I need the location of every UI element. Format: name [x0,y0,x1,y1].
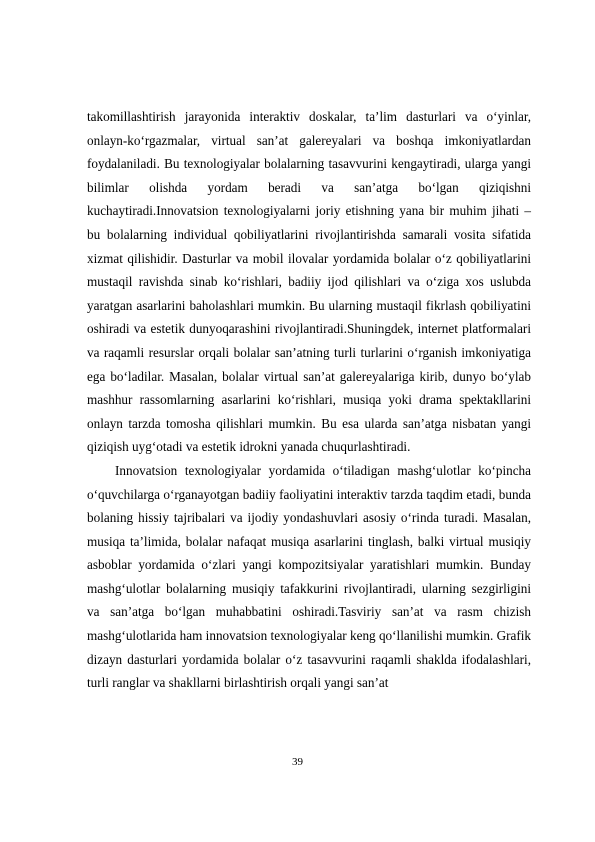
body-text [87,105,531,695]
paragraph-innovative-technologies: Innovatsion texnologiyalar yordamida o‘tiladigan mashg‘ulotlar ko‘pincha o‘quvchilarga o‘rganayotgan badiiy faoliyatini interaktiv tarzda taqdim etadi, bunda bolaning hissiy tajribalari va ijodiy yondashuvlari asosiy o‘rinda turadi. Masalan, musiqa ta’limida, bolalar nafaqat musiqa asarlarini tinglash, balki virtual musiqiy asboblar yordamida o‘zlari yangi kompozitsiyalar yaratishlari mumkin. Bunday mashg‘ulotlar bolalarning musiqiy tafakkurini rivojlantiradi, ularning sezgirligini va san’atga bo‘lgan muhabbatini oshiradi.Tasviriy san’at va rasm chizish mashg‘ulotlarida ham innovatsion texnologiyalar keng qo‘llanilishi mumkin. Grafik dizayn dasturlari yordamida bolalar o‘z tasavvurini raqamli shaklda ifodalashlari, turli ranglar va shakllarni birlashtirish orqali yangi san’at [87,462,531,691]
page-number: 39 [292,756,303,768]
paragraph-continuation: takomillashtirish jarayonida interaktiv doskalar, ta’lim dasturlari va o‘yinlar, onlayn-ko‘rgazmalar, virtual san’at galereyalari va boshqa imkoniyatlardan foydalaniladi. Bu texnologiyalar bolalarning tasavvurini kengaytiradi, ularga yangi bilimlar olishda yordam beradi va san’atga bo‘lgan qiziqishni kuchaytiradi.Innovatsion texnologiyalarni joriy etishning yana bir muhim jihati – bu bolalarning individual qobiliyatlarini rivojlantirishda samarali vosita sifatida xizmat qilishidir. Dasturlar va mobil ilovalar yordamida bolalar o‘z qobiliyatlarini mustaqil ravishda sinab ko‘rishlari, badiiy ijod qilishlari va o‘ziga xos uslubda yaratgan asarlarini baholashlari mumkin. Bu ularning mustaqil fikrlash qobiliyatini oshiradi va estetik dunyoqarashini rivojlantiradi.Shuningdek, internet platformalari va raqamli resurslar orqali bolalar san’atning turli turlarini o‘rganish imkoniyatiga ega bo‘ladilar. Masalan, bolalar virtual san’at galereyalariga kirib, dunyo bo‘ylab mashhur rassomlarning asarlarini ko‘rishlari, musiqa yoki drama spektakllarini onlayn tarzda tomosha qilishlari mumkin. Bu esa ularda san’atga nisbatan yangi qiziqish uyg‘otadi va estetik idrokni yanada chuqurlashtiradi. [87,109,531,455]
